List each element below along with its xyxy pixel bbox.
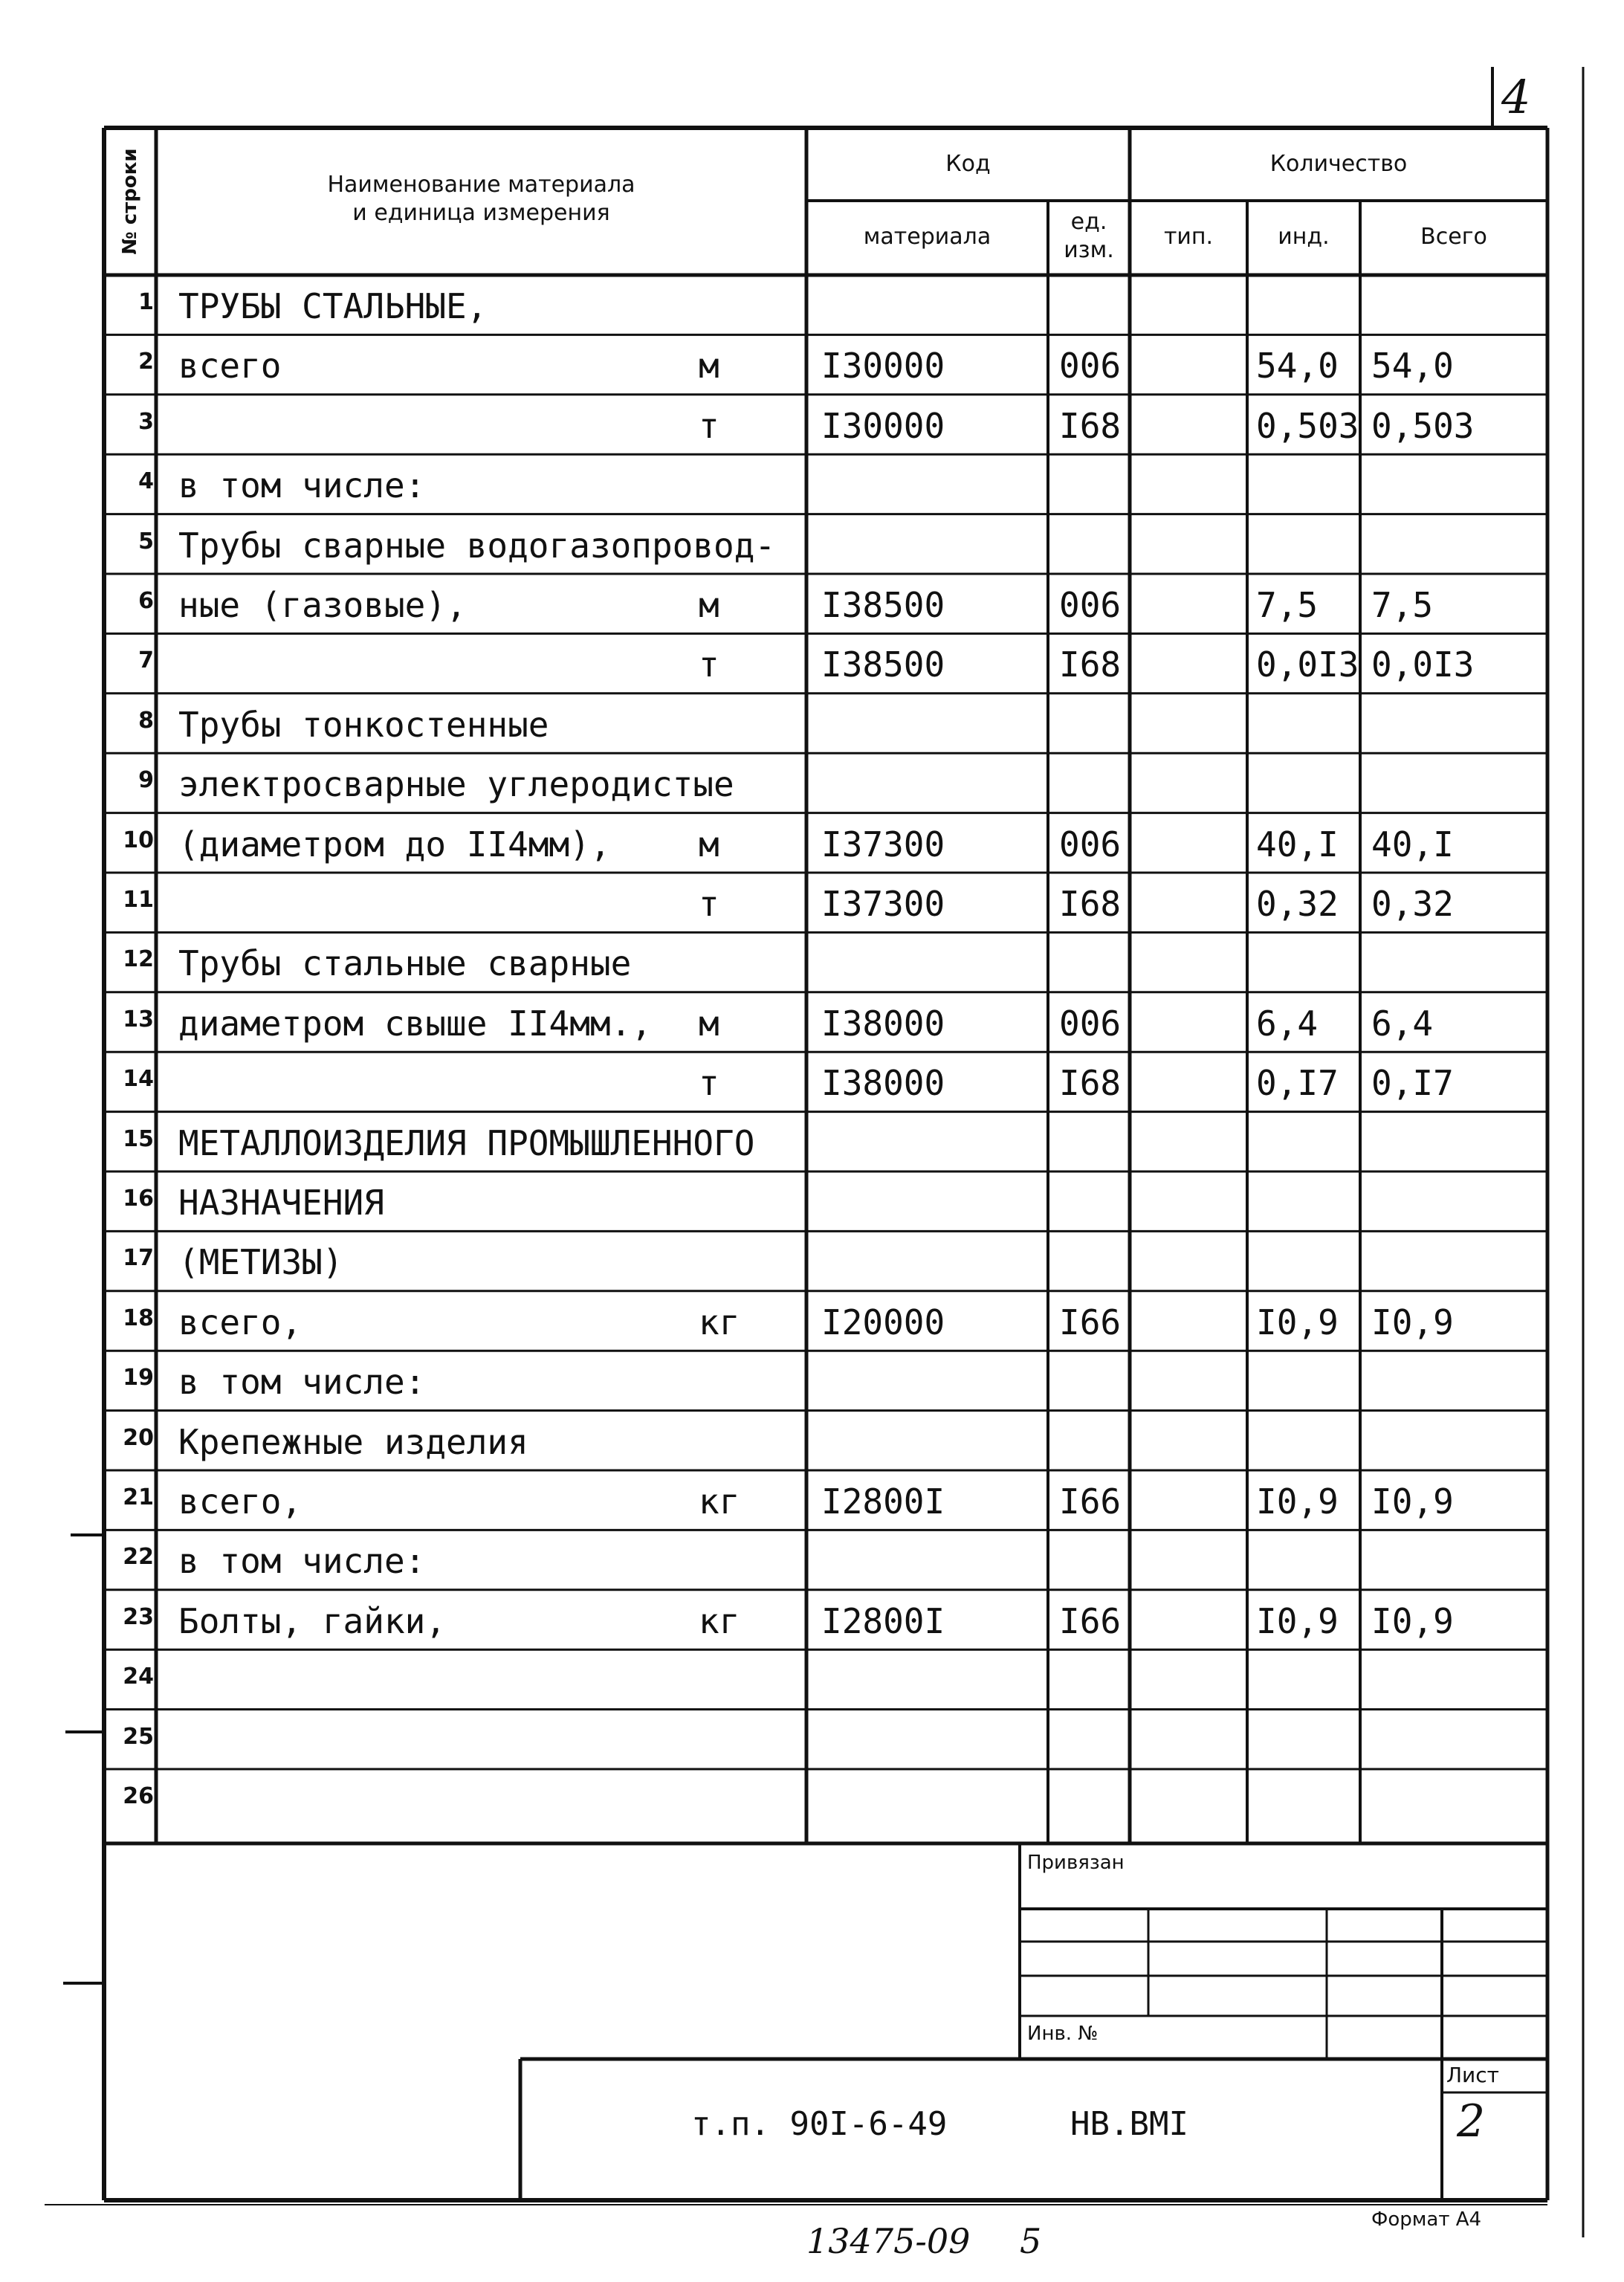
unit-of-measure: м <box>699 824 719 864</box>
document-mark: НВ.ВМI <box>1070 2105 1188 2143</box>
material-code: I38500 <box>821 644 945 685</box>
unit-code: I68 <box>1059 884 1122 924</box>
row-number: 2 <box>138 349 154 375</box>
row-number: 17 <box>123 1245 154 1272</box>
qty-total: 7,5 <box>1371 585 1434 625</box>
unit-code: 006 <box>1059 1003 1122 1044</box>
qty-total: 0,503 <box>1371 405 1475 446</box>
material-name: всего, <box>178 1302 303 1342</box>
row-number: 19 <box>123 1365 154 1391</box>
material-code: I2800I <box>821 1481 945 1522</box>
unit-code: I66 <box>1059 1302 1122 1342</box>
row-number: 24 <box>123 1664 154 1690</box>
material-code: I37300 <box>821 824 945 864</box>
qty-total: 6,4 <box>1371 1003 1434 1044</box>
material-code: I30000 <box>821 346 945 387</box>
unit-of-measure: т <box>699 1063 719 1104</box>
qty-individual: 40,I <box>1256 824 1339 864</box>
material-code: I37300 <box>821 884 945 924</box>
material-name: в том числе: <box>178 1541 426 1582</box>
row-number: 20 <box>123 1424 154 1451</box>
unit-of-measure: кг <box>699 1600 740 1641</box>
material-code: I20000 <box>821 1302 945 1342</box>
material-name: диаметром свыше II4мм., <box>178 1003 652 1044</box>
qty-total: I0,9 <box>1371 1481 1454 1522</box>
qty-individual: I0,9 <box>1256 1302 1339 1342</box>
linked-label: Привязан <box>1027 1852 1125 1874</box>
unit-of-measure: т <box>699 884 719 924</box>
material-code: I30000 <box>821 405 945 446</box>
row-number: 10 <box>123 827 154 853</box>
name-header-line2: и единица измерения <box>352 200 610 226</box>
quantity-group-header: Количество <box>1269 151 1408 177</box>
unit-of-measure: т <box>699 405 719 446</box>
qty-total: I0,9 <box>1371 1302 1454 1342</box>
qty-total: 0,0I3 <box>1371 644 1475 685</box>
material-name: ные (газовые), <box>178 585 467 625</box>
qty-individual: 0,0I3 <box>1256 644 1359 685</box>
material-code: I38500 <box>821 585 945 625</box>
row-number: 12 <box>123 946 154 973</box>
material-name: Трубы стальные сварные <box>178 943 632 984</box>
unit-code-header-line2: изм. <box>1064 237 1114 263</box>
material-name: в том числе: <box>178 465 426 506</box>
row-number: 7 <box>138 647 154 674</box>
material-name: Трубы сварные водогазопровод- <box>178 525 776 566</box>
qty-individual: I0,9 <box>1256 1600 1339 1641</box>
qty-individual: 0,32 <box>1256 884 1339 924</box>
row-number: 26 <box>123 1783 154 1809</box>
qty-individual: 0,503 <box>1256 405 1359 446</box>
row-number: 5 <box>138 528 154 555</box>
material-code: I38000 <box>821 1003 945 1044</box>
qty-total: 40,I <box>1371 824 1454 864</box>
unit-code-header-line1: ед. <box>1070 209 1107 235</box>
material-name: электросварные углеродистые <box>178 764 734 805</box>
unit-of-measure: м <box>699 585 719 625</box>
code-material-header: материала <box>863 224 991 250</box>
row-number: 18 <box>123 1305 154 1331</box>
sheet-label: Лист <box>1446 2063 1499 2087</box>
material-name: Трубы тонкостенные <box>178 704 549 745</box>
qty-individual: 0,I7 <box>1256 1063 1339 1104</box>
unit-code: I68 <box>1059 1063 1122 1104</box>
handwritten-page: 5 <box>1020 2221 1042 2261</box>
name-header-line1: Наименование материала <box>327 172 635 198</box>
unit-code: I66 <box>1059 1481 1122 1522</box>
unit-of-measure: кг <box>699 1481 740 1522</box>
code-group-header: Код <box>945 151 991 177</box>
material-code: I38000 <box>821 1063 945 1104</box>
handwritten-number: 13475-09 <box>806 2221 971 2261</box>
qty-individual: 7,5 <box>1256 585 1319 625</box>
row-number: 9 <box>138 767 154 794</box>
row-number: 11 <box>123 887 154 913</box>
unit-of-measure: м <box>699 1003 719 1044</box>
sheet-corner-number: 4 <box>1501 70 1531 124</box>
unit-code: 006 <box>1059 585 1122 625</box>
unit-of-measure: кг <box>699 1302 740 1342</box>
unit-code: I68 <box>1059 644 1122 685</box>
row-number: 22 <box>123 1544 154 1571</box>
material-name: всего <box>178 346 282 387</box>
row-number: 23 <box>123 1603 154 1630</box>
material-name: НАЗНАЧЕНИЯ <box>178 1183 384 1223</box>
qty-total: 0,32 <box>1371 884 1454 924</box>
unit-code: 006 <box>1059 346 1122 387</box>
row-number: 1 <box>138 289 154 315</box>
material-name: Крепежные изделия <box>178 1421 528 1462</box>
qty-ind-header: инд. <box>1278 224 1330 250</box>
format-label: Формат А4 <box>1371 2208 1482 2231</box>
qty-total: 54,0 <box>1371 346 1454 387</box>
material-name: МЕТАЛЛОИЗДЕЛИЯ ПРОМЫШЛЕННОГО <box>178 1122 755 1163</box>
qty-typ-header: тип. <box>1163 224 1214 250</box>
row-number: 13 <box>123 1006 154 1032</box>
qty-total-header: Всего <box>1420 224 1487 250</box>
qty-total: 0,I7 <box>1371 1063 1454 1104</box>
row-number: 8 <box>138 707 154 734</box>
unit-code: 006 <box>1059 824 1122 864</box>
unit-code: I66 <box>1059 1600 1122 1641</box>
row-number: 16 <box>123 1186 154 1212</box>
unit-code: I68 <box>1059 405 1122 446</box>
row-number-header: № строки <box>119 148 141 255</box>
unit-of-measure: т <box>699 644 719 685</box>
material-name: в том числе: <box>178 1362 426 1403</box>
unit-of-measure: м <box>699 346 719 387</box>
inventory-number-label: Инв. № <box>1027 2023 1099 2045</box>
row-number: 4 <box>138 468 154 495</box>
material-name: всего, <box>178 1481 303 1522</box>
qty-individual: 6,4 <box>1256 1003 1319 1044</box>
material-name: (МЕТИЗЫ) <box>178 1242 343 1283</box>
qty-individual: 54,0 <box>1256 346 1339 387</box>
qty-individual: I0,9 <box>1256 1481 1339 1522</box>
material-name: Болты, гайки, <box>178 1600 447 1641</box>
row-number: 25 <box>123 1723 154 1750</box>
row-number: 6 <box>138 588 154 614</box>
sheet-number: 2 <box>1457 2095 1486 2147</box>
row-number: 15 <box>123 1125 154 1152</box>
row-number: 21 <box>123 1484 154 1510</box>
row-number: 3 <box>138 408 154 435</box>
document-code: т.п. 90I-6-49 <box>691 2105 948 2143</box>
material-name: ТРУБЫ СТАЛЬНЫЕ, <box>178 286 488 326</box>
material-code: I2800I <box>821 1600 945 1641</box>
material-name: (диаметром до II4мм), <box>178 824 611 864</box>
qty-total: I0,9 <box>1371 1600 1454 1641</box>
row-number: 14 <box>123 1066 154 1093</box>
